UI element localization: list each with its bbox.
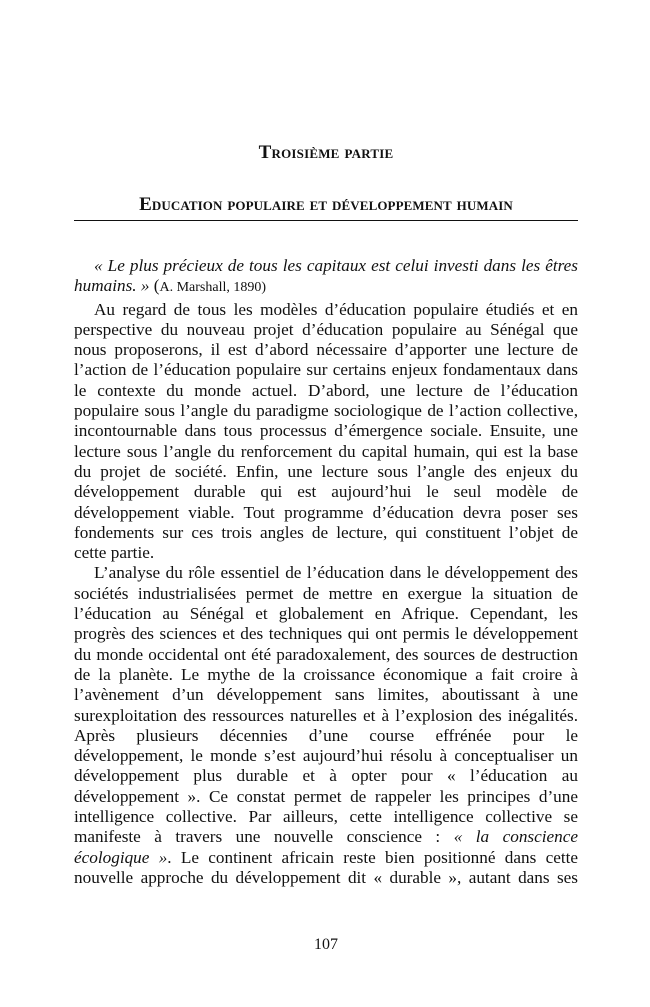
page-number: 107 (314, 936, 338, 953)
paragraph-line: nouvelle approche du développement dit « durable », autant dans ses (74, 867, 578, 887)
epigraph-attribution-paren: ( (149, 276, 160, 296)
paragraph-line: Après plusieurs décennies d’une course effrénée pour le (74, 725, 578, 745)
paragraph-line: fondements sur ces trois angles de lecture, qui constituent l’objet de (74, 522, 578, 542)
paragraph-line: surexploitation des ressources naturelles et à l’explosion des inégalités. (74, 705, 578, 725)
paragraph-line: intelligence collective. Par ailleurs, cette intelligence collective se (74, 807, 578, 827)
paragraph-text: manifeste à travers une nouvelle conscience : (74, 827, 454, 847)
part-title: Troisième partie (258, 142, 394, 163)
paragraph-line (74, 827, 578, 847)
epigraph-quote-end-line (74, 276, 578, 296)
epigraph-attribution: A. Marshall, 1890) (159, 280, 267, 296)
body-text (74, 256, 578, 888)
epigraph-quote-end: humains. » (74, 276, 150, 296)
chapter-title: Education populaire et développement humain (139, 194, 513, 215)
paragraph-line: du projet de société. Enfin, une lecture sous l’angle des enjeux du (74, 461, 578, 481)
paragraph-line: l’avènement d’un développement sans limites, aboutissant à une (74, 685, 578, 705)
paragraph-line: l’action de l’éducation populaire sur certains enjeux fondamentaux dans (74, 360, 578, 380)
paragraph-2 (74, 563, 578, 888)
paragraph-line: du monde occidental ont été paradoxalement, des sources de destruction (74, 644, 578, 664)
paragraph-line: L’analyse du rôle essentiel de l’éducation dans le développement des (94, 563, 578, 583)
paragraph-line: de la planète. Le mythe de la croissance économique a fait croire à (74, 664, 578, 684)
paragraph-line: progrès des sciences et des techniques qui ont permis le développement (74, 624, 578, 644)
epigraph-quote-line: « Le plus précieux de tous les capitaux est celui investi dans les êtres (94, 256, 578, 275)
paragraph-line: développement durable qui est aujourd’hui le seul modèle de (74, 482, 578, 502)
paragraph-line: développement viable. Tout programme d’éducation devra poser ses (74, 502, 578, 522)
paragraph-line: le contexte du monde actuel. D’abord, une lecture de l’éducation (74, 380, 578, 400)
italic-quote: écologique » (74, 847, 168, 867)
italic-quote: « la conscience (453, 827, 578, 847)
paragraph-line: incontournable dans tous processus d’émergence sociale. Ensuite, une (74, 421, 578, 441)
paragraph-line: développement plus durable et à opter pour « l’éducation au (74, 766, 578, 786)
paragraph-line: nous proposerons, il est d’abord nécessaire d’apporter une lecture de (74, 340, 578, 360)
paragraph-line (74, 848, 578, 868)
epigraph (74, 256, 578, 297)
paragraph-line: l’éducation au Sénégal et globalement en Afrique. Cependant, les (74, 604, 578, 624)
chapter-title-underline (74, 220, 578, 221)
paragraph-line: Au regard de tous les modèles d’éducation populaire étudiés et en (94, 299, 578, 319)
paragraph-line: lecture sous l’angle du renforcement du capital humain, qui est la base (74, 441, 578, 461)
paragraph-line: sociétés industrialisées permet de mettre en exergue la situation de (74, 583, 578, 603)
paragraph-1 (74, 300, 578, 564)
paragraph-line: populaire sous l’angle du paradigme sociologique de l’action collective, (74, 401, 578, 421)
paragraph-line: cette partie. (74, 543, 155, 563)
paragraph-line: développement ». Ce constat permet de rappeler les principes d’une (74, 786, 578, 806)
paragraph-text: . Le continent africain reste bien positionné dans cette (167, 847, 579, 867)
paragraph-line: perspective du nouveau projet d’éducation populaire au Sénégal que (74, 319, 578, 339)
paragraph-line: développement, le monde s’est aujourd’hui résolu à conceptualiser un (74, 746, 578, 766)
